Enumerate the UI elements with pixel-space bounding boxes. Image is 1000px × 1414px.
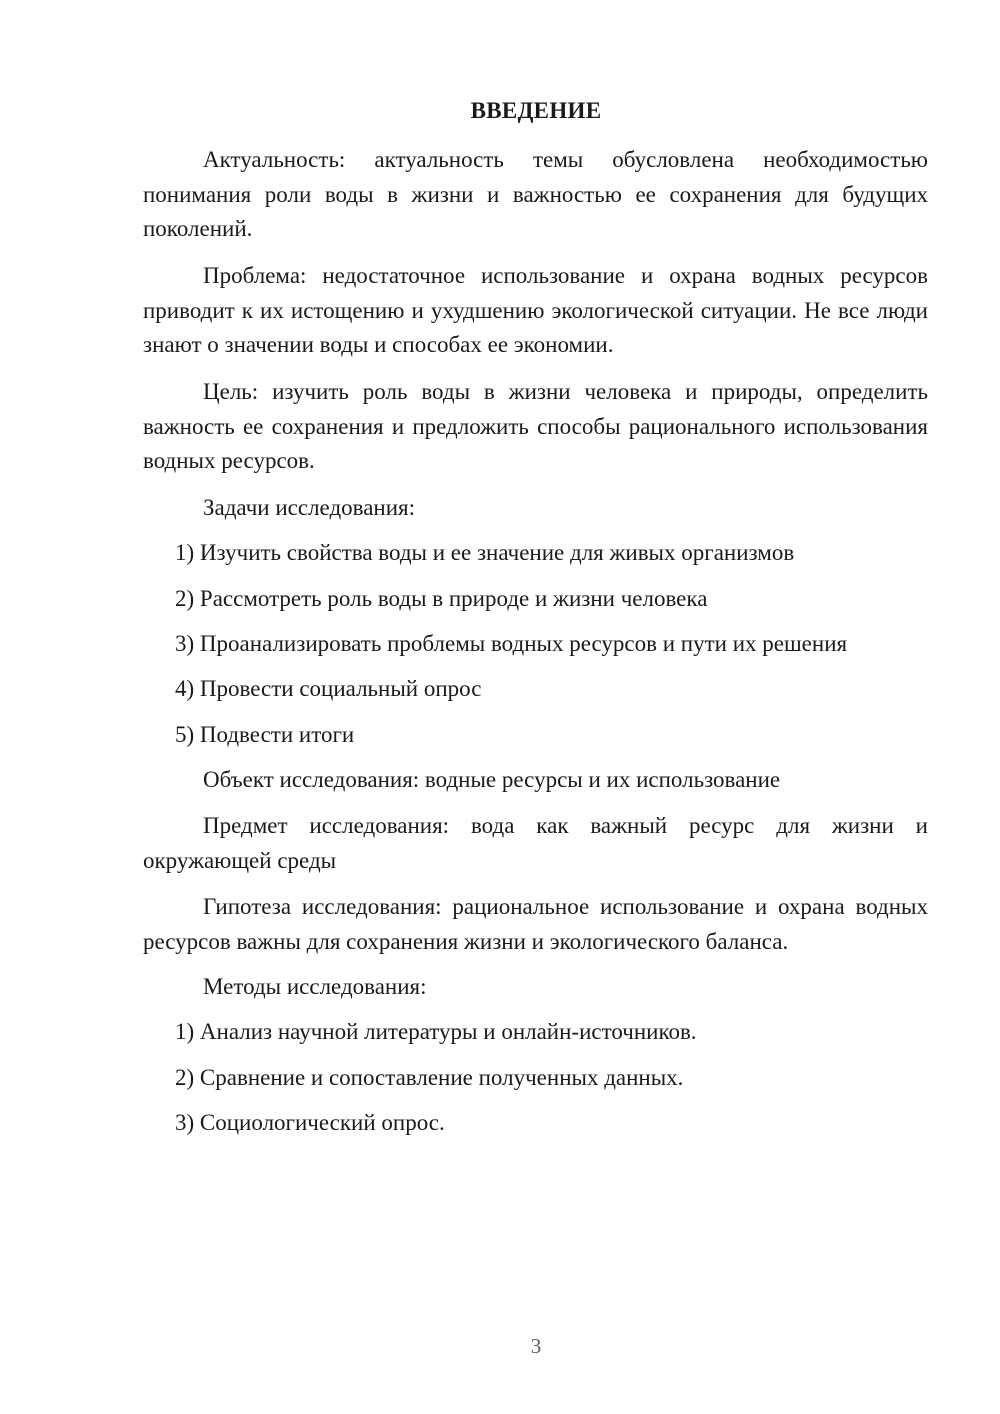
method-item-3: 3) Социологический опрос.: [175, 1110, 445, 1135]
method-item-1: 1) Анализ научной литературы и онлайн-источников.: [175, 1019, 697, 1044]
goal-paragraph: Цель: изучить роль воды в жизни человека и природы, определить важность ее сохранения и предложить способы рационального использования водных ресурсов.: [143, 379, 928, 473]
methods-heading: Методы исследования:: [203, 974, 427, 999]
task-item-4: 4) Провести социальный опрос: [175, 676, 482, 701]
subject-paragraph: Предмет исследования: вода как важный ресурс для жизни и окружающей среды: [143, 813, 928, 873]
page-title: ВВЕДЕНИЕ: [470, 98, 602, 123]
hypothesis-paragraph: Гипотеза исследования: рациональное использование и охрана водных ресурсов важны для сохранения жизни и экологического баланса.: [143, 894, 928, 954]
task-item-3: 3) Проанализировать проблемы водных ресурсов и пути их решения: [175, 631, 848, 656]
page-number: 3: [530, 1334, 542, 1358]
problem-paragraph: Проблема: недостаточное использование и охрана водных ресурсов приводит к их истощению и ухудшению экологической ситуации. Не все люди знают о значении воды и способах ее экономии.: [143, 263, 928, 357]
task-item-2: 2) Рассмотреть роль воды в природе и жизни человека: [175, 586, 708, 611]
object-statement: Объект исследования: водные ресурсы и их использование: [203, 767, 781, 792]
tasks-heading: Задачи исследования:: [203, 495, 416, 520]
task-item-5: 5) Подвести итоги: [175, 722, 355, 747]
task-item-1: 1) Изучить свойства воды и ее значение для живых организмов: [175, 540, 795, 565]
relevance-paragraph: Актуальность: актуальность темы обусловлена необходимостью понимания роли воды в жизни и важностью ее сохранения для будущих поколений.: [143, 147, 928, 241]
method-item-2: 2) Сравнение и сопоставление полученных данных.: [175, 1065, 684, 1090]
